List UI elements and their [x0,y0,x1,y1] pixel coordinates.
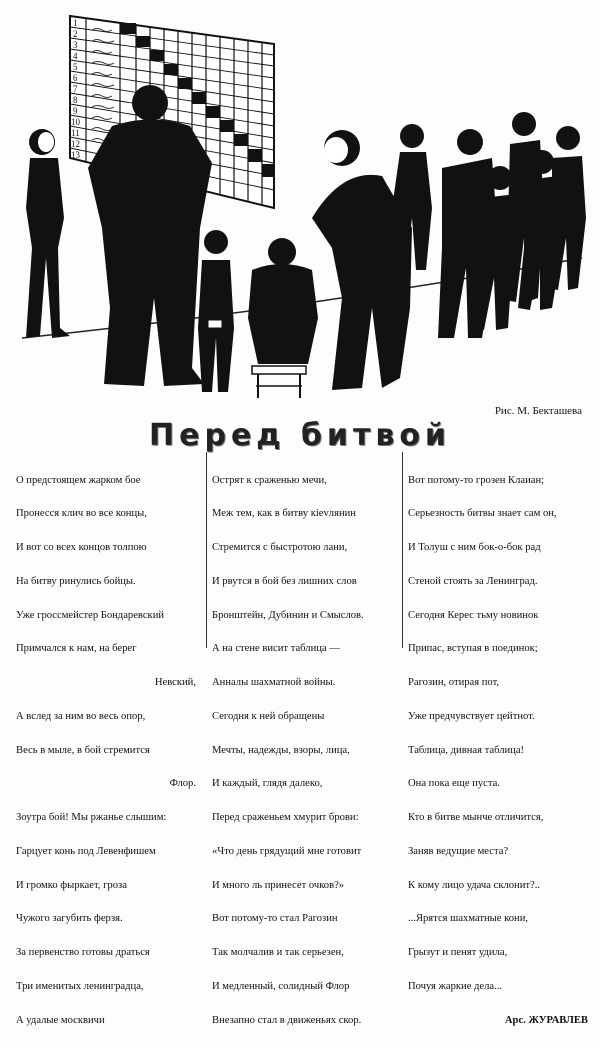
poem-columns [16,452,588,1026]
poem-line: Флор. [169,778,196,790]
poem-line: Уже предчувствует цейтнот. [408,710,535,722]
chess-players-illustration [12,8,588,400]
poem-line: Уже гроссмейстер Бондаревский [16,609,165,621]
poem-line: Зоутра бой! Мы ржанье слышим: [16,812,167,823]
poem-line: Три именитых ленинградца, [16,980,144,992]
poem-line: Невский, [154,677,196,688]
board-number: 2 [73,29,78,39]
poem-line: «Что день грядущий мне готовит [212,845,362,857]
board-number: 12 [71,139,80,149]
poem-column-2 [206,452,392,1026]
board-number: 7 [73,84,78,94]
figure-boy-on-stool [248,238,318,398]
board-number: 9 [73,106,78,116]
poem-line: И медленный, солидный Флор [212,980,350,992]
poem-line: К кому лицо удача склонит?.. [408,879,541,891]
board-number: 10 [71,117,80,127]
poem-line: И Толуш с ним бок-о-бок рад [408,542,541,553]
poem-line: Серьезность битвы знает сам он, [408,508,557,520]
poem-line: Меж тем, как в битву кievлянин [212,508,356,520]
poem-line: Она пока еще пуста. [408,778,500,790]
poem-line: Гарцует конь под Левенфишем [16,845,156,857]
poem-line: И вот со всех концов толпою [16,542,147,553]
board-number: 1 [73,18,78,28]
poem-line: А удалые москвичи [16,1014,105,1026]
poem-column-3 [402,452,588,1026]
poem-line: И громко фыркает, гроза [16,879,127,891]
board-number: 3 [73,40,78,50]
poem-line: Острят к сраженью мечи, [212,474,327,486]
figure-thin-man [26,129,70,338]
poem-line: Вот потому-то стал Рагозин [212,913,338,925]
poem-line: Бронштейн, Дубинин и Смыслов. [212,609,364,621]
board-number: 11 [71,128,80,138]
poem-line: Весь в мыле, в бой стремится [16,744,150,756]
poem-line: И каждый, глядя далеко, [212,778,323,790]
poem-line: За первенство готовы драться [16,947,150,958]
chess-players-illustration-icon [12,8,588,400]
poem-line: Стеной стоять за Ленинград. [408,575,538,587]
poem-line: Заняв ведущие места? [408,845,509,857]
poem-signature: Арс. ЖУРАВЛЕВ [504,1014,588,1026]
poem-line: Чужого загубить ферзя. [16,913,123,925]
board-number: 4 [73,51,78,61]
poem-line: И рвутся в бой без лишних слов [212,575,357,587]
poem-column-1 [16,452,196,1026]
page-title: Перед битвой [149,418,451,453]
poem-line: Припас, вступая в поединок; [408,643,538,655]
poem-line: А вслед за ним во весь опор, [16,710,146,722]
poem-line: На битву ринулись бойцы. [16,575,136,587]
poem-line: О предстоящем жарком бое [16,474,141,486]
board-number: 8 [73,95,78,105]
poem-line: Сегодня к ней обращены [212,710,325,722]
illustration-credit: Рис. М. Бекташева [494,405,582,417]
poem-line: Перед сраженьем хмурит брови: [212,812,359,823]
poem-line: Стремится с быстротою лани, [212,542,348,553]
poem-line: Кто в битве мынче отличится, [408,812,544,823]
poem-line: И много ль принесет очков?» [212,879,345,891]
poem-line: Так молчалив и так серьезен, [212,947,344,958]
poem-line: А на стене висит таблица — [212,643,340,655]
board-number: 5 [73,62,78,72]
board-number: 13 [71,150,80,160]
figure-group-right [392,112,586,338]
poem-line: Мечты, надежды, взоры, лица, [212,744,350,756]
figure-small-boy [198,230,234,392]
poem-line: Грызут и пенят удила, [408,947,508,958]
poem-line: Почуя жаркие дела... [408,980,503,992]
board-number: 6 [73,73,78,83]
poem-line: Внезапно стал в движеньях скор. [212,1014,362,1026]
poem-line: Пронесся клич во все концы, [16,508,147,520]
poem-line: ...Ярятся шахматные кони, [408,913,529,925]
poem-line: Таблица, дивная таблица! [408,744,525,756]
poem-line: Примчался к нам, на берег [16,643,137,655]
poem-line: Сегодня Керес тьму новинок [408,609,539,621]
poem-line: Вот потому-то грозен Клаиан; [408,474,545,486]
poem-line: Анналы шахматной войны. [212,677,336,688]
poem-line: Рагозин, отирая пот, [408,677,500,688]
